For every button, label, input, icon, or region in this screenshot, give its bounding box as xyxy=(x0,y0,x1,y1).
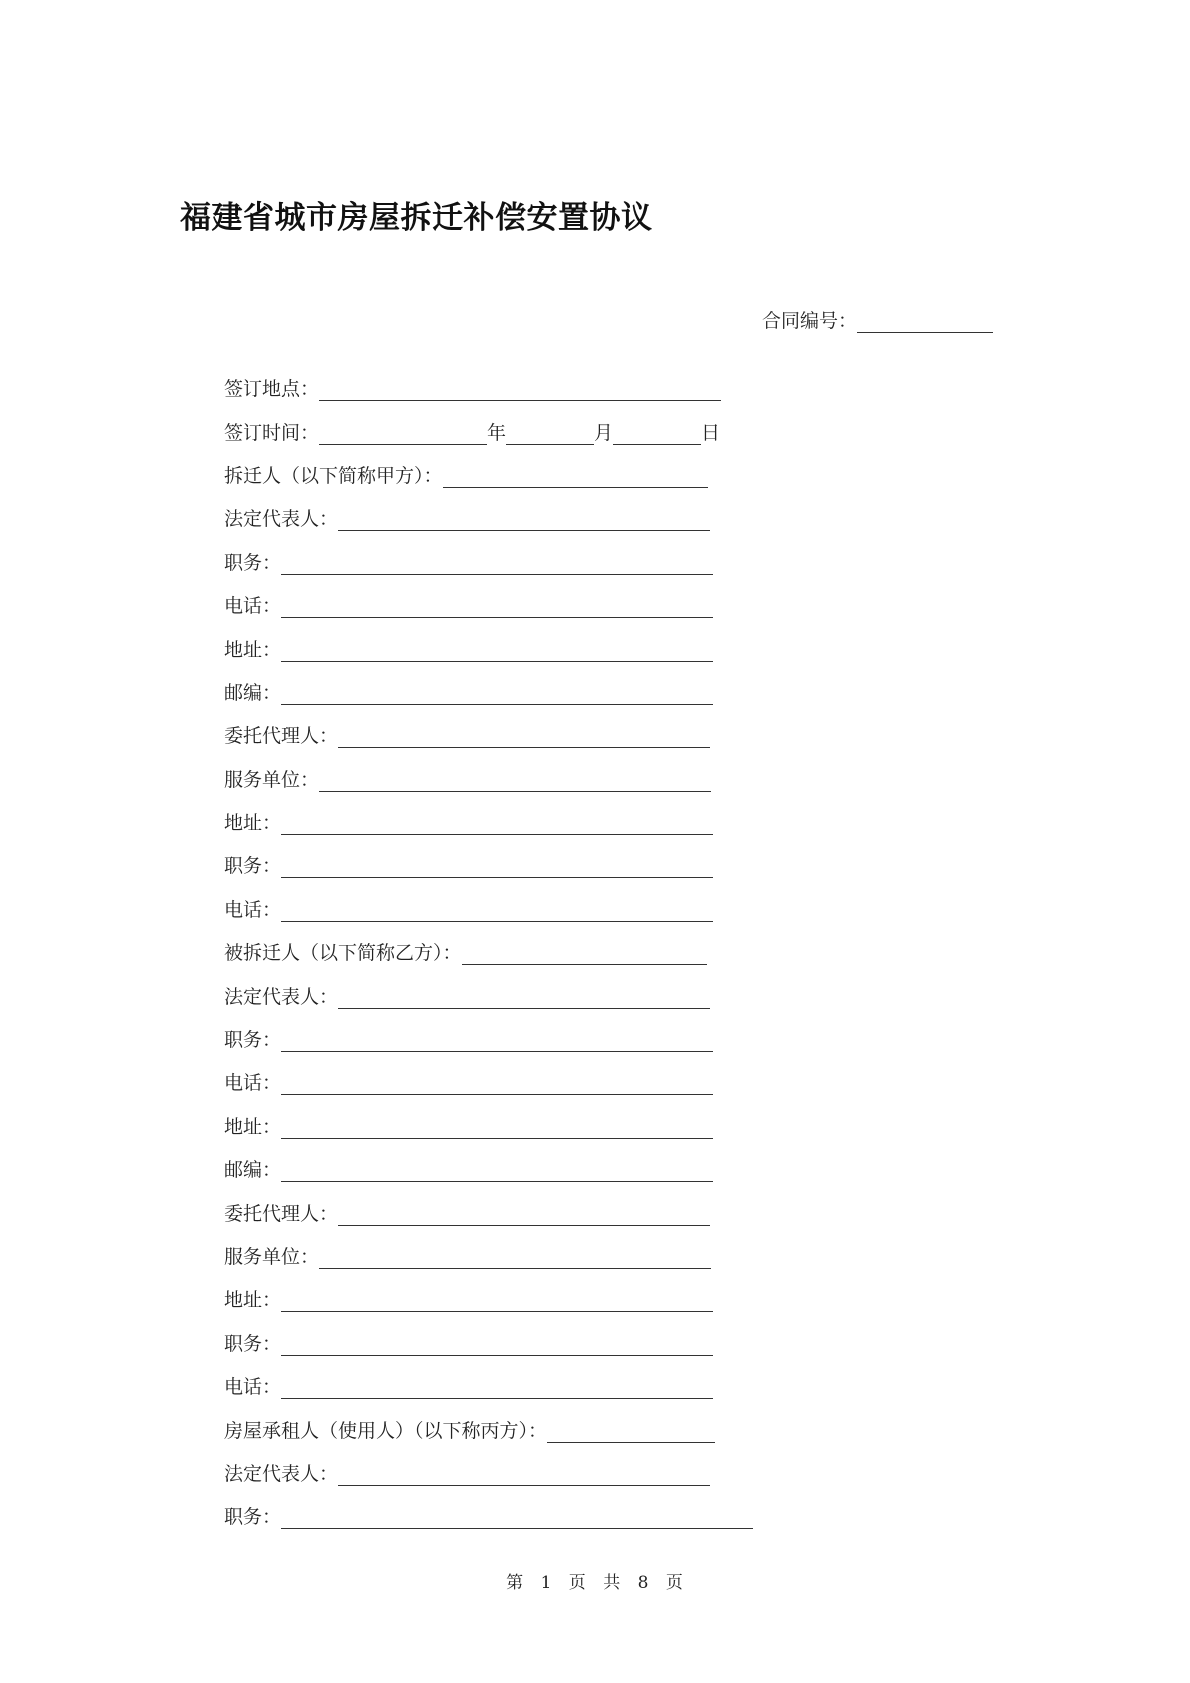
b-agent-address-blank[interactable] xyxy=(281,1291,713,1312)
b-legal-rep-blank[interactable] xyxy=(338,988,710,1009)
form-row-party-b xyxy=(224,930,753,973)
a-address-label: 地址： xyxy=(224,638,282,661)
form-row-b-address xyxy=(224,1104,753,1147)
a-agent-blank[interactable] xyxy=(338,727,710,748)
b-address-label: 地址： xyxy=(224,1115,282,1138)
a-agent-address-blank[interactable] xyxy=(281,814,713,835)
form-row-party-c xyxy=(224,1407,753,1450)
b-agent-position-blank[interactable] xyxy=(281,1335,713,1356)
b-agent-phone-label: 电话： xyxy=(224,1376,282,1399)
form-row-a-address xyxy=(224,626,753,669)
a-address-blank[interactable] xyxy=(281,641,713,662)
sign-time-month-blank[interactable] xyxy=(506,424,594,445)
form-row-b-postcode xyxy=(224,1147,753,1190)
agreement-form xyxy=(224,366,753,1538)
c-position-label: 职务： xyxy=(224,1506,282,1529)
party-c-blank[interactable] xyxy=(547,1422,715,1443)
a-agent-unit-blank[interactable] xyxy=(319,771,711,792)
b-agent-position-label: 职务： xyxy=(224,1332,282,1355)
form-row-b-position xyxy=(224,1017,753,1060)
b-postcode-blank[interactable] xyxy=(281,1161,713,1182)
form-row-a-phone xyxy=(224,583,753,626)
party-a-blank[interactable] xyxy=(443,467,708,488)
form-row-a-position xyxy=(224,540,753,583)
b-phone-blank[interactable] xyxy=(281,1074,713,1095)
form-row-b-agent xyxy=(224,1190,753,1233)
page-mid2: 共 xyxy=(603,1573,622,1593)
form-row-a-agent xyxy=(224,713,753,756)
contract-number-label: 合同编号： xyxy=(762,310,858,332)
page-prefix: 第 xyxy=(506,1573,525,1593)
page-footer xyxy=(0,1568,1190,1593)
a-agent-position-blank[interactable] xyxy=(281,857,713,878)
c-position-blank[interactable] xyxy=(281,1508,753,1529)
b-agent-unit-blank[interactable] xyxy=(319,1248,711,1269)
party-b-label: 被拆迁人（以下简称乙方）： xyxy=(224,942,462,965)
page-current: 1 xyxy=(540,1573,553,1593)
a-phone-label: 电话： xyxy=(224,595,282,618)
a-legal-rep-blank[interactable] xyxy=(338,510,710,531)
a-postcode-blank[interactable] xyxy=(281,684,713,705)
sign-time-year-blank[interactable] xyxy=(319,424,487,445)
a-agent-unit-label: 服务单位： xyxy=(224,768,320,791)
a-phone-blank[interactable] xyxy=(281,597,713,618)
form-row-a-agent-unit xyxy=(224,757,753,800)
sign-place-label: 签订地点： xyxy=(224,378,320,401)
form-row-party-a xyxy=(224,453,753,496)
form-row-a-legal-rep xyxy=(224,496,753,539)
b-agent-phone-blank[interactable] xyxy=(281,1378,713,1399)
a-postcode-label: 邮编： xyxy=(224,681,282,704)
document-title: 福建省城市房屋拆迁补偿安置协议 xyxy=(180,200,653,236)
form-row-c-legal-rep xyxy=(224,1451,753,1494)
party-a-label: 拆迁人（以下简称甲方）： xyxy=(224,464,443,487)
form-row-a-agent-address xyxy=(224,800,753,843)
sign-time-month-label: 月 xyxy=(594,421,614,444)
a-agent-phone-label: 电话： xyxy=(224,898,282,921)
sign-place-blank[interactable] xyxy=(319,380,721,401)
sign-time-label: 签订时间： xyxy=(224,421,320,444)
form-row-sign-place xyxy=(224,366,753,409)
form-row-a-postcode xyxy=(224,670,753,713)
b-postcode-label: 邮编： xyxy=(224,1159,282,1182)
page-suffix: 页 xyxy=(665,1573,684,1593)
b-position-label: 职务： xyxy=(224,1029,282,1052)
a-agent-label: 委托代理人： xyxy=(224,725,339,748)
contract-number xyxy=(762,306,993,333)
form-row-b-agent-address xyxy=(224,1277,753,1320)
sign-time-day-label: 日 xyxy=(701,421,721,444)
form-row-a-agent-position xyxy=(224,843,753,886)
b-agent-blank[interactable] xyxy=(338,1205,710,1226)
party-b-blank[interactable] xyxy=(462,944,707,965)
b-position-blank[interactable] xyxy=(281,1031,713,1052)
b-legal-rep-label: 法定代表人： xyxy=(224,985,339,1008)
form-row-b-agent-unit xyxy=(224,1234,753,1277)
c-legal-rep-label: 法定代表人： xyxy=(224,1462,339,1485)
a-position-label: 职务： xyxy=(224,551,282,574)
a-agent-position-label: 职务： xyxy=(224,855,282,878)
form-row-b-legal-rep xyxy=(224,973,753,1016)
form-row-b-agent-position xyxy=(224,1321,753,1364)
b-agent-address-label: 地址： xyxy=(224,1289,282,1312)
a-agent-address-label: 地址： xyxy=(224,812,282,835)
form-row-a-agent-phone xyxy=(224,887,753,930)
b-agent-label: 委托代理人： xyxy=(224,1202,339,1225)
b-phone-label: 电话： xyxy=(224,1072,282,1095)
form-row-c-position xyxy=(224,1494,753,1537)
form-row-sign-time xyxy=(224,409,753,452)
a-position-blank[interactable] xyxy=(281,554,713,575)
a-legal-rep-label: 法定代表人： xyxy=(224,508,339,531)
page-total: 8 xyxy=(637,1573,650,1593)
party-c-label: 房屋承租人（使用人）（以下称丙方）： xyxy=(224,1419,548,1442)
sign-time-day-blank[interactable] xyxy=(613,424,701,445)
contract-number-blank[interactable] xyxy=(857,314,993,333)
page-mid1: 页 xyxy=(568,1573,587,1593)
c-legal-rep-blank[interactable] xyxy=(338,1465,710,1486)
a-agent-phone-blank[interactable] xyxy=(281,901,713,922)
form-row-b-phone xyxy=(224,1060,753,1103)
form-row-b-agent-phone xyxy=(224,1364,753,1407)
b-agent-unit-label: 服务单位： xyxy=(224,1246,320,1268)
b-address-blank[interactable] xyxy=(281,1118,713,1139)
sign-time-year-label: 年 xyxy=(487,421,507,444)
